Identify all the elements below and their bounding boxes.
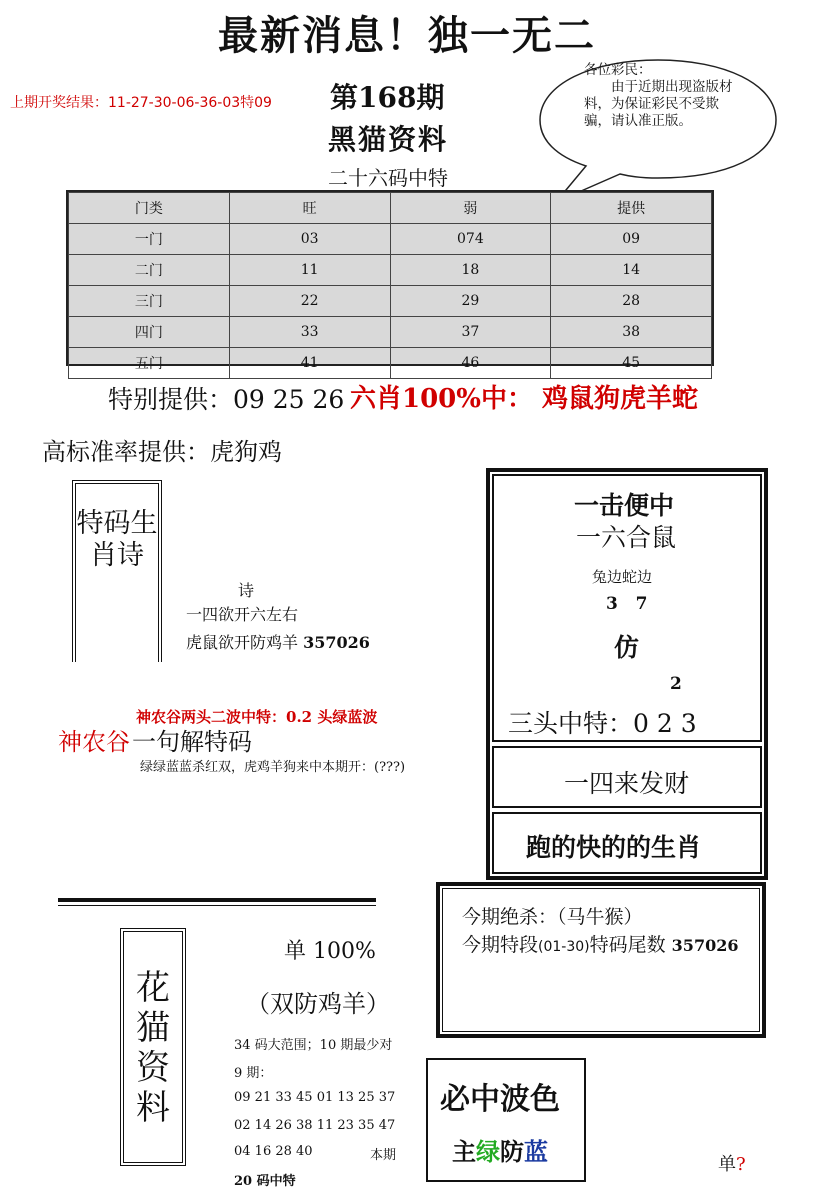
six-zodiac-line: 六肖100%中： 鸡鼠狗虎羊蛇 xyxy=(350,384,699,414)
table-row xyxy=(69,255,712,286)
numbers-line-2: 02 14 26 38 11 23 35 47 xyxy=(234,1118,396,1133)
section-divider-thin xyxy=(58,905,376,906)
poem-line-2 xyxy=(186,630,370,653)
table-cell: 33 xyxy=(229,317,390,348)
question-mark: ? xyxy=(736,1154,746,1175)
notice-bubble xyxy=(536,56,780,206)
poem-line-2-text: 虎鼠欲开防鸡羊 xyxy=(186,633,304,652)
issue-number: 第168期 xyxy=(330,81,445,114)
wave-color-line xyxy=(452,1132,548,1167)
flower-cat-title-box xyxy=(120,928,186,1166)
table-cell: 46 xyxy=(390,348,551,379)
table-cell: 29 xyxy=(390,286,551,317)
poem-line-2-number: 357026 xyxy=(303,633,370,652)
number-2: 2 xyxy=(670,674,682,694)
poem-heading: 诗 xyxy=(238,581,255,600)
table-row xyxy=(69,286,712,317)
table-row xyxy=(69,224,712,255)
table-cell: 三门 xyxy=(69,286,230,317)
yisi-text: 一四来发财 xyxy=(564,769,690,798)
this-period-label: 本期 xyxy=(370,1148,397,1163)
absolute-kill-line: 今期绝杀：（马牛猴） xyxy=(462,906,643,928)
table-cell: 18 xyxy=(390,255,551,286)
shennong-title-red: 神农谷 xyxy=(58,728,130,756)
poem-box-title: 特码生肖诗 xyxy=(76,508,158,571)
one-hit-title: 一击便中 xyxy=(574,491,675,520)
table-cell: 一门 xyxy=(69,224,230,255)
table-cell: 四门 xyxy=(69,317,230,348)
table-cell: 09 xyxy=(551,224,712,255)
table-cell: 03 xyxy=(229,224,390,255)
table-header-cell: 弱 xyxy=(390,193,551,224)
six-combine-line: 一六合鼠 xyxy=(576,523,677,552)
black-cat-title: 黑猫资料 xyxy=(328,123,449,156)
table-header-cell: 提供 xyxy=(551,193,712,224)
wave-color-title: 必中波色 xyxy=(440,1082,560,1117)
table-header-row xyxy=(69,193,712,224)
table-header-cell: 门类 xyxy=(69,193,230,224)
table-cell: 45 xyxy=(551,348,712,379)
table-cell: 14 xyxy=(551,255,712,286)
high-standard-line: 高标准率提供：虎狗鸡 xyxy=(42,438,282,466)
main-title: 最新消息！独一无二 xyxy=(218,12,596,59)
fang-char: 仿 xyxy=(614,633,640,662)
single-label: 单 xyxy=(718,1154,736,1175)
table-row xyxy=(69,317,712,348)
section-divider xyxy=(58,898,376,902)
wave-guard-label: 防 xyxy=(500,1137,524,1166)
special-segment-line xyxy=(462,930,738,957)
table-cell: 37 xyxy=(390,317,551,348)
special-segment-prefix: 今期特段 xyxy=(462,934,539,956)
table-row xyxy=(69,348,712,379)
table-cell: 41 xyxy=(229,348,390,379)
poem-line-1: 一四欲开六左右 xyxy=(186,605,299,624)
single-question xyxy=(718,1150,746,1176)
fast-zodiac-text: 跑的快的的生肖 xyxy=(526,833,702,862)
special-segment-range: (01-30) xyxy=(538,939,590,955)
numbers-line-3: 04 16 28 40 xyxy=(234,1144,313,1159)
shennong-wave-line: 神农谷两头二波中特：0.2 头绿蓝波 xyxy=(136,708,378,726)
rabbit-snake-line: 兔边蛇边 xyxy=(592,568,653,586)
numbers-line-1: 09 21 33 45 01 13 25 37 xyxy=(234,1090,396,1105)
twenty-six-code-subtitle: 二十六码中特 xyxy=(328,166,448,190)
bubble-body: 由于近期出现盗版材料，为保证彩民不受欺骗，请认准正版。 xyxy=(584,79,733,129)
double-guard-line: （双防鸡羊） xyxy=(246,990,390,1018)
period-line: 9 期： xyxy=(234,1066,273,1081)
single-100-line: 单 100% xyxy=(284,939,376,964)
three-head-line: 三头中特：0 2 3 xyxy=(508,709,697,738)
table-cell: 074 xyxy=(390,224,551,255)
table-cell: 11 xyxy=(229,255,390,286)
wave-blue: 蓝 xyxy=(524,1137,548,1166)
table-cell: 38 xyxy=(551,317,712,348)
table-header-cell: 旺 xyxy=(229,193,390,224)
range-line: 34 码大范围；10 期最少对 xyxy=(234,1038,393,1053)
flower-cat-title: 花猫资料 xyxy=(136,968,170,1128)
table-cell: 22 xyxy=(229,286,390,317)
wave-main-label: 主 xyxy=(452,1137,476,1166)
special-provided: 特别提供：09 25 26 xyxy=(108,385,345,414)
table-cell: 五门 xyxy=(69,348,230,379)
table-cell: 28 xyxy=(551,286,712,317)
table-cell: 二门 xyxy=(69,255,230,286)
shennong-description: 绿绿蓝蓝杀红双，虎鸡羊狗来中本期开：(???) xyxy=(140,760,406,775)
twenty-code-line: 20 码中特 xyxy=(234,1174,296,1189)
poem-title-box xyxy=(72,480,162,662)
numbers-3-7: 3 7 xyxy=(606,594,648,614)
shennong-title-black: 一句解特码 xyxy=(132,728,252,756)
special-segment-mid: 特码尾数 xyxy=(589,934,672,956)
door-number-table xyxy=(66,190,714,372)
special-segment-number: 357026 xyxy=(671,936,739,955)
last-result-text: 上期开奖结果：11-27-30-06-36-03特09 xyxy=(10,95,272,111)
wave-green: 绿 xyxy=(476,1137,500,1166)
bubble-greeting: 各位彩民： xyxy=(584,62,652,78)
